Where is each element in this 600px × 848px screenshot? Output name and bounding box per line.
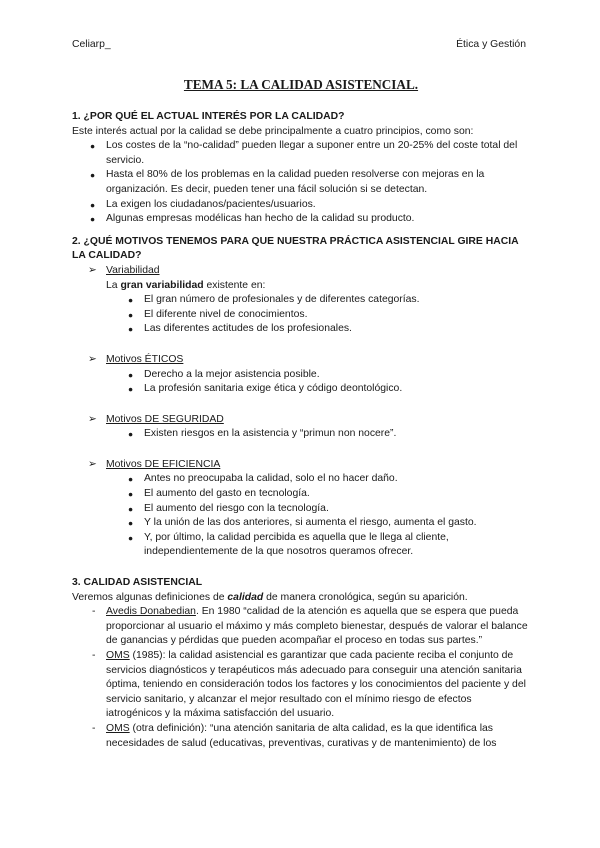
section-2-heading: 2. ¿QUÉ MOTIVOS TENEMOS PARA QUE NUESTRA PRÁCTICA ASISTENCIAL GIRE HACIA LA CALIDAD?: [72, 235, 519, 262]
list-item: ● Derecho a la mejor asistencia posible.: [72, 368, 530, 383]
variabilidad-heading: [72, 264, 530, 279]
header-author: Celiarp_: [72, 39, 111, 50]
page-title: TEMA 5: LA CALIDAD ASISTENCIAL.: [183, 77, 419, 92]
definition-item: [72, 649, 530, 722]
list-item: ● Los costes de la “no-calidad” pueden llegar a suponer entre un 20-25% del coste total del servicio.: [72, 139, 530, 168]
list-item: ● Algunas empresas modélicas han hecho de la calidad su producto.: [72, 212, 530, 227]
list-item: ● Antes no preocupaba la calidad, solo el no hacer daño.: [72, 472, 530, 487]
eficiencia-heading: [72, 458, 530, 473]
eticos-heading: [72, 353, 530, 368]
section-1-intro: Este interés actual por la calidad se debe principalmente a cuatro principios, como son:: [72, 125, 474, 137]
header-subject: Ética y Gestión: [456, 39, 526, 50]
definition-text: . En 1980 “calidad de la atención es aquella que se espera que pueda proporcionar al usuario el máximo y más completo bienestar, después de valorar el balance de ganancias y pérdidas que pueden acompañar el proceso en todas sus partes.”: [106, 606, 528, 647]
list-item: ● El aumento del gasto en tecnología.: [72, 487, 530, 502]
definition-author: OMS: [106, 722, 130, 734]
definitions-list: [72, 605, 530, 751]
definition-text: (1985): la calidad asistencial es garantizar que cada paciente reciba el conjunto de servicios diagnósticos y terapéuticos más adecuado para conseguir una atención sanitaria óptima, teniendo en consideración todos los factores y los conocimientos del paciente y del servicio sanitario, y alcanzar el mejor resultado con el mínimo riesgo de efectos iatrogénicos y la máxima satisfacción del usuario.: [106, 650, 526, 720]
list-item: ● Y, por último, la calidad percibida es aquella que le llega al cliente, independientemente de la que nosotros queramos ofrecer.: [72, 531, 530, 560]
dash-marker: -: [92, 722, 96, 734]
list-item: ● Y la unión de las dos anteriores, si aumenta el riesgo, aumenta el gasto.: [72, 516, 530, 531]
list-item: ● La exigen los ciudadanos/pacientes/usuarios.: [72, 198, 530, 213]
list-item: ● Existen riesgos en la asistencia y “primun non nocere”.: [72, 427, 530, 442]
arrow-icon: ➢: [88, 413, 97, 425]
list-item: ● Hasta el 80% de los problemas en la calidad pueden resolverse con mejoras en la organización. Es decir, pueden tener una fácil solución si se detectan.: [72, 168, 530, 197]
eficiencia-label: Motivos DE EFICIENCIA: [106, 458, 221, 470]
bold-term: gran variabilidad: [120, 279, 204, 291]
list-item: ● El diferente nivel de conocimientos.: [72, 308, 530, 323]
emphasis-term: calidad: [227, 591, 264, 603]
document-body: [72, 76, 530, 751]
list-item: ● El gran número de profesionales y de diferentes categorías.: [72, 293, 530, 308]
definition-item: [72, 605, 530, 649]
arrow-icon: ➢: [88, 458, 97, 470]
list-item: ● La profesión sanitaria exige ética y código deontológico.: [72, 382, 530, 397]
definition-item: [72, 722, 530, 751]
dash-marker: -: [92, 650, 96, 661]
section-1-list: [72, 139, 530, 227]
arrow-icon: ➢: [88, 353, 97, 365]
list-item: ● Las diferentes actitudes de los profesionales.: [72, 322, 530, 337]
variabilidad-label: Variabilidad: [106, 264, 160, 276]
eficiencia-list: [72, 472, 530, 560]
eticos-list: [72, 368, 530, 397]
seguridad-heading: [72, 413, 530, 428]
variabilidad-intro: La gran variabilidad existente en:: [106, 279, 266, 291]
definition-text: (otra definición): “una atención sanitaria de alta calidad, es la que identifica las necesidades de salud (educativas, preventivas, curativas y de mantenimiento) de los: [106, 722, 497, 749]
seguridad-label: Motivos DE SEGURIDAD: [106, 413, 224, 425]
dash-marker: -: [92, 606, 96, 618]
variabilidad-list: [72, 293, 530, 337]
eticos-label: Motivos ÉTICOS: [106, 353, 184, 365]
arrow-icon: ➢: [88, 264, 97, 276]
definition-author: OMS: [106, 650, 130, 661]
section-3-intro: Veremos algunas definiciones de calidad de manera cronológica, según su aparición.: [72, 591, 468, 603]
seguridad-list: [72, 427, 530, 442]
section-3-heading: 3. CALIDAD ASISTENCIAL: [72, 577, 203, 589]
section-1-heading: 1. ¿POR QUÉ EL ACTUAL INTERÉS POR LA CALIDAD?: [72, 111, 345, 122]
definition-author: Avedis Donabedian: [106, 606, 196, 618]
list-item: ● El aumento del riesgo con la tecnología.: [72, 502, 530, 517]
